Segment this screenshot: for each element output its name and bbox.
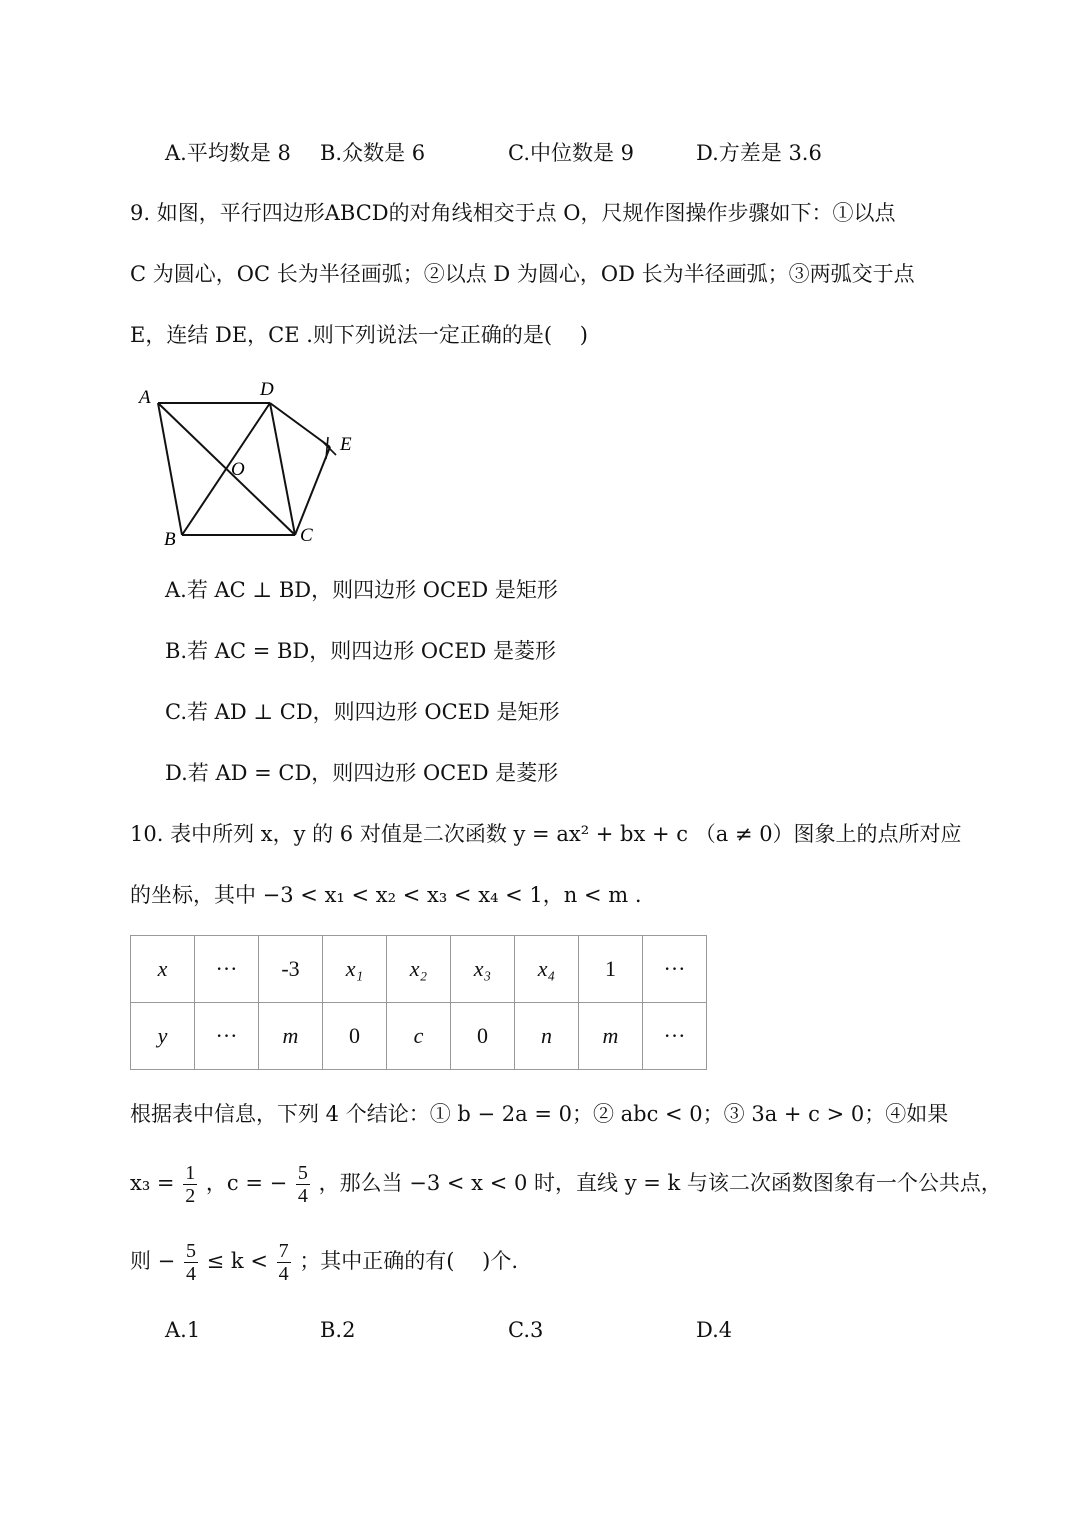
q10-text-line-3: 根据表中信息，下列 4 个结论：① b − 2a = 0；② abc < 0；③ 3a + c > 0；④如果 [130, 1102, 949, 1126]
table-row-x [131, 936, 707, 1003]
q10-line-5-rest: ；其中正确的有( )个. [299, 1249, 519, 1273]
fraction-denominator: 2 [185, 1185, 196, 1207]
q10-line-4-rest: ，那么当 −3 < x < 0 时，直线 y = k 与该二次函数图象有一个公共点， [318, 1171, 1002, 1195]
arc-tick-1 [322, 441, 336, 455]
q10-k-prefix: 则 − [130, 1249, 176, 1273]
q10-option-a: A.1 [165, 1318, 201, 1342]
table-row-y [131, 1003, 707, 1070]
q10-option-d: D.4 [696, 1318, 733, 1342]
q9-option-c: C.若 AD ⊥ CD，则四边形 OCED 是矩形 [165, 700, 560, 724]
table-cell: x₁ [323, 936, 387, 1003]
table-cell: ··· [195, 1003, 259, 1070]
table-cell: n [515, 1003, 579, 1070]
q10-option-b: B.2 [320, 1318, 356, 1342]
fraction-denominator: 4 [297, 1185, 308, 1207]
table-cell: 0 [323, 1003, 387, 1070]
table-cell: x₃ [451, 936, 515, 1003]
q10-text-line-4 [130, 1158, 1002, 1208]
fraction-x3 [183, 1162, 197, 1207]
table-cell: x₂ [387, 936, 451, 1003]
fraction-numerator: 7 [278, 1240, 289, 1262]
q9-option-a: A.若 AC ⊥ BD，则四边形 OCED 是矩形 [165, 578, 558, 602]
label-e: E [340, 434, 352, 455]
table-cell: 1 [579, 936, 643, 1003]
table-cell: ··· [195, 936, 259, 1003]
segment-de [270, 403, 330, 447]
q10-x3-prefix: x₃ = [130, 1171, 175, 1195]
q10-value-table [130, 935, 707, 1070]
label-d: D [260, 379, 274, 400]
fraction-numerator: 5 [185, 1240, 196, 1262]
label-o: O [231, 459, 245, 480]
fraction-k-high [277, 1240, 291, 1285]
q9-text-line-2: C 为圆心，OC 长为半径画弧；②以点 D 为圆心，OD 长为半径画弧；③两弧交于点 [130, 262, 915, 286]
q8-option-b: B.众数是 6 [320, 141, 426, 165]
q8-option-c: C.中位数是 9 [508, 141, 635, 165]
q10-c-prefix: ，c = − [205, 1171, 288, 1195]
q9-parallelogram-figure [130, 375, 370, 555]
table-cell: y [131, 1003, 195, 1070]
table-cell: c [387, 1003, 451, 1070]
table-cell: ··· [643, 1003, 707, 1070]
fraction-denominator: 4 [185, 1263, 196, 1285]
table-cell: -3 [259, 936, 323, 1003]
q9-option-b: B.若 AC = BD，则四边形 OCED 是菱形 [165, 639, 557, 663]
q10-text-line-2: 的坐标，其中 −3 < x₁ < x₂ < x₃ < x₄ < 1，n < m . [130, 883, 642, 907]
label-c: C [300, 525, 313, 546]
table-cell: x₄ [515, 936, 579, 1003]
label-a: A [139, 387, 151, 408]
q10-text-line-1: 10. 表中所列 x，y 的 6 对值是二次函数 y = ax² + bx + c （a ≠ 0）图象上的点所对应 [130, 822, 962, 846]
table-cell: m [579, 1003, 643, 1070]
table-cell: ··· [643, 936, 707, 1003]
table-cell: m [259, 1003, 323, 1070]
q9-text-line-1: 9. 如图，平行四边形ABCD的对角线相交于点 O，尺规作图操作步骤如下：①以点 [130, 201, 896, 225]
table-cell: 0 [451, 1003, 515, 1070]
q10-option-c: C.3 [508, 1318, 544, 1342]
fraction-k-low [184, 1240, 198, 1285]
q8-option-a: A.平均数是 8 [165, 141, 291, 165]
fraction-c [296, 1162, 310, 1207]
table-cell: x [131, 936, 195, 1003]
diagonal-bd [182, 403, 270, 535]
q9-text-line-3: E，连结 DE，CE .则下列说法一定正确的是( ) [130, 323, 588, 347]
arc-tick-2 [326, 437, 328, 459]
q10-k-middle: ≤ k < [206, 1249, 268, 1273]
q8-option-d: D.方差是 3.6 [696, 141, 822, 165]
label-b: B [164, 529, 176, 550]
fraction-numerator: 1 [185, 1162, 196, 1184]
fraction-denominator: 4 [278, 1263, 289, 1285]
segment-ce [295, 447, 330, 535]
q10-text-line-5 [130, 1236, 518, 1286]
q9-option-d: D.若 AD = CD，则四边形 OCED 是菱形 [165, 761, 559, 785]
fraction-numerator: 5 [297, 1162, 308, 1184]
